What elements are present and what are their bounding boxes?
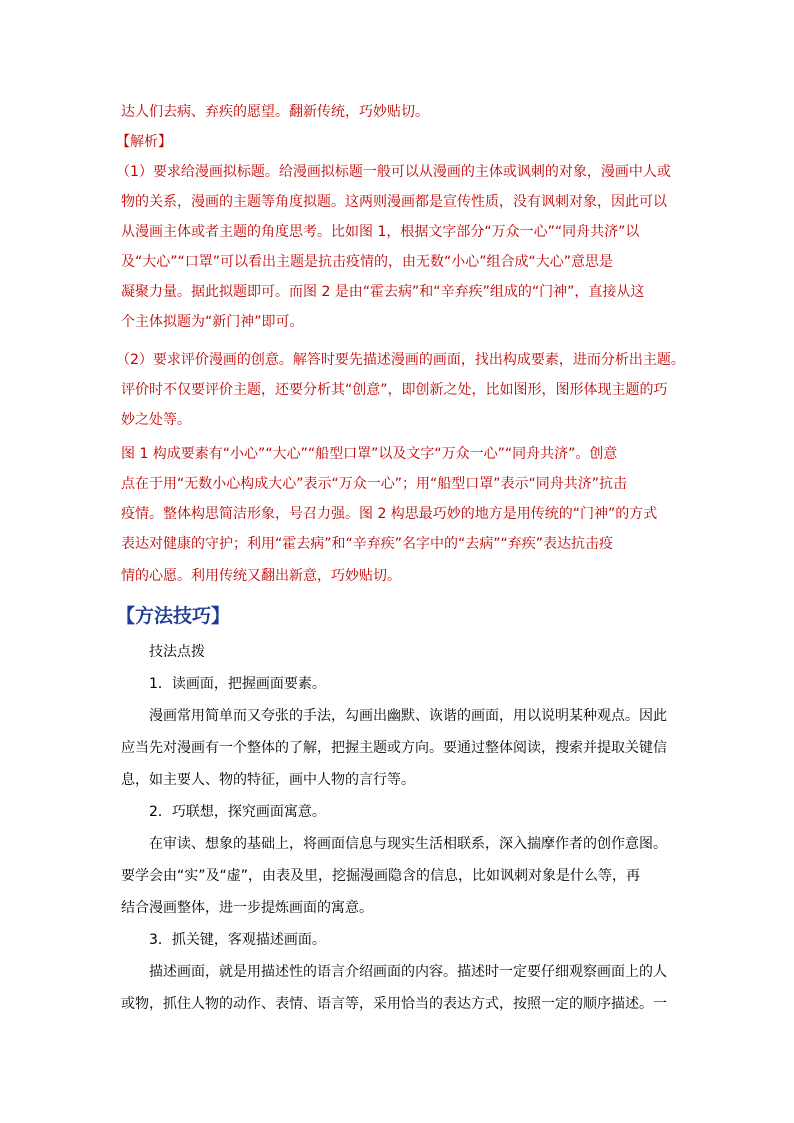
analysis-p2-line: 妙之处等。 (121, 412, 191, 428)
section-2-text-line: 在审读、想象的基础上，将画面信息与现实生活相联系，深入揣摩作者的创作意图。 (149, 836, 667, 852)
analysis-p3-line: 情的心愿。利用传统又翻出新意，巧妙贴切。 (121, 568, 401, 584)
section-2-text-line: 要学会由“实”及“虚”，由表及里，挖掘漫画隐含的信息，比如讽刺对象是什么等，再 (121, 868, 641, 884)
analysis-label: 【解析】 (116, 134, 172, 150)
section-3-text-line: 描述画面，就是用描述性的语言介绍画面的内容。描述时一定要仔细观察画面上的人 (149, 964, 667, 980)
analysis-p3-line: 点在于用“无数小心构成大心”表示“万众一心”；用“船型口罩”表示“同舟共济”抗击 (121, 476, 628, 492)
analysis-p2-line: （2）要求评价漫画的创意。解答时要先描述漫画的画面，找出构成要素，进而分析出主题。 (116, 352, 685, 368)
analysis-p1-line: 凝聚力量。据此拟题即可。而图 2 是由“霍去病”和“辛弃疾”组成的“门神”，直接从这 (121, 284, 645, 300)
analysis-p3-line: 表达对健康的守护；利用“霍去病”和“辛弃疾”名字中的“去病”“弃疾”表达抗击疫 (121, 536, 614, 552)
intro-line: 达人们去病、弃疾的愿望。翻新传统，巧妙贴切。 (121, 104, 429, 120)
section-2-text-line: 结合漫画整体，进一步提炼画面的寓意。 (121, 900, 373, 916)
analysis-p1-line: 及“大心”“口罩”可以看出主题是抗击疫情的，由无数“小心”组合成“大心”意思是 (121, 254, 614, 270)
section-1-title: 1．读画面，把握画面要素。 (149, 676, 326, 692)
analysis-p3-line: 图 1 构成要素有“小心”“大心”“船型口罩”以及文字“万众一心”“同舟共济”。创意 (121, 446, 618, 462)
analysis-p3-line: 疫情。整体构思简洁形象，号召力强。图 2 构思最巧妙的地方是用传统的“门神”的方式 (121, 506, 658, 522)
analysis-p1-line: 从漫画主体或者主题的角度思考。比如图 1，根据文字部分“万众一心”“同舟共济”以 (121, 224, 640, 240)
method-subhead: 技法点拨 (149, 644, 205, 660)
section-3-title: 3．抓关键，客观描述画面。 (149, 932, 326, 948)
analysis-p1-line: 物的关系，漫画的主题等角度拟题。这两则漫画都是宣传性质，没有讽刺对象，因此可以 (121, 194, 667, 210)
analysis-p2-line: 评价时不仅要评价主题，还要分析其“创意”，即创新之处，比如图形，图形体现主题的巧 (121, 382, 668, 398)
section-2-title: 2．巧联想，探究画面寓意。 (149, 804, 326, 820)
analysis-p1-line: 个主体拟题为“新门神”即可。 (121, 314, 304, 330)
method-heading: 【方法技巧】 (116, 605, 231, 627)
section-3-text-line: 或物，抓住人物的动作、表情、语言等，采用恰当的表达方式，按照一定的顺序描述。一 (121, 996, 667, 1012)
section-1-text-line: 漫画常用简单而又夸张的手法，勾画出幽默、诙谐的画面，用以说明某种观点。因此 (149, 708, 667, 724)
section-1-text-line: 息，如主要人、物的特征，画中人物的言行等。 (121, 772, 415, 788)
section-1-text-line: 应当先对漫画有一个整体的了解，把握主题或方向。要通过整体阅读，搜索并提取关键信 (121, 740, 667, 756)
analysis-p1-line: （1）要求给漫画拟标题。给漫画拟标题一般可以从漫画的主体或讽刺的对象，漫画中人或 (116, 164, 671, 180)
